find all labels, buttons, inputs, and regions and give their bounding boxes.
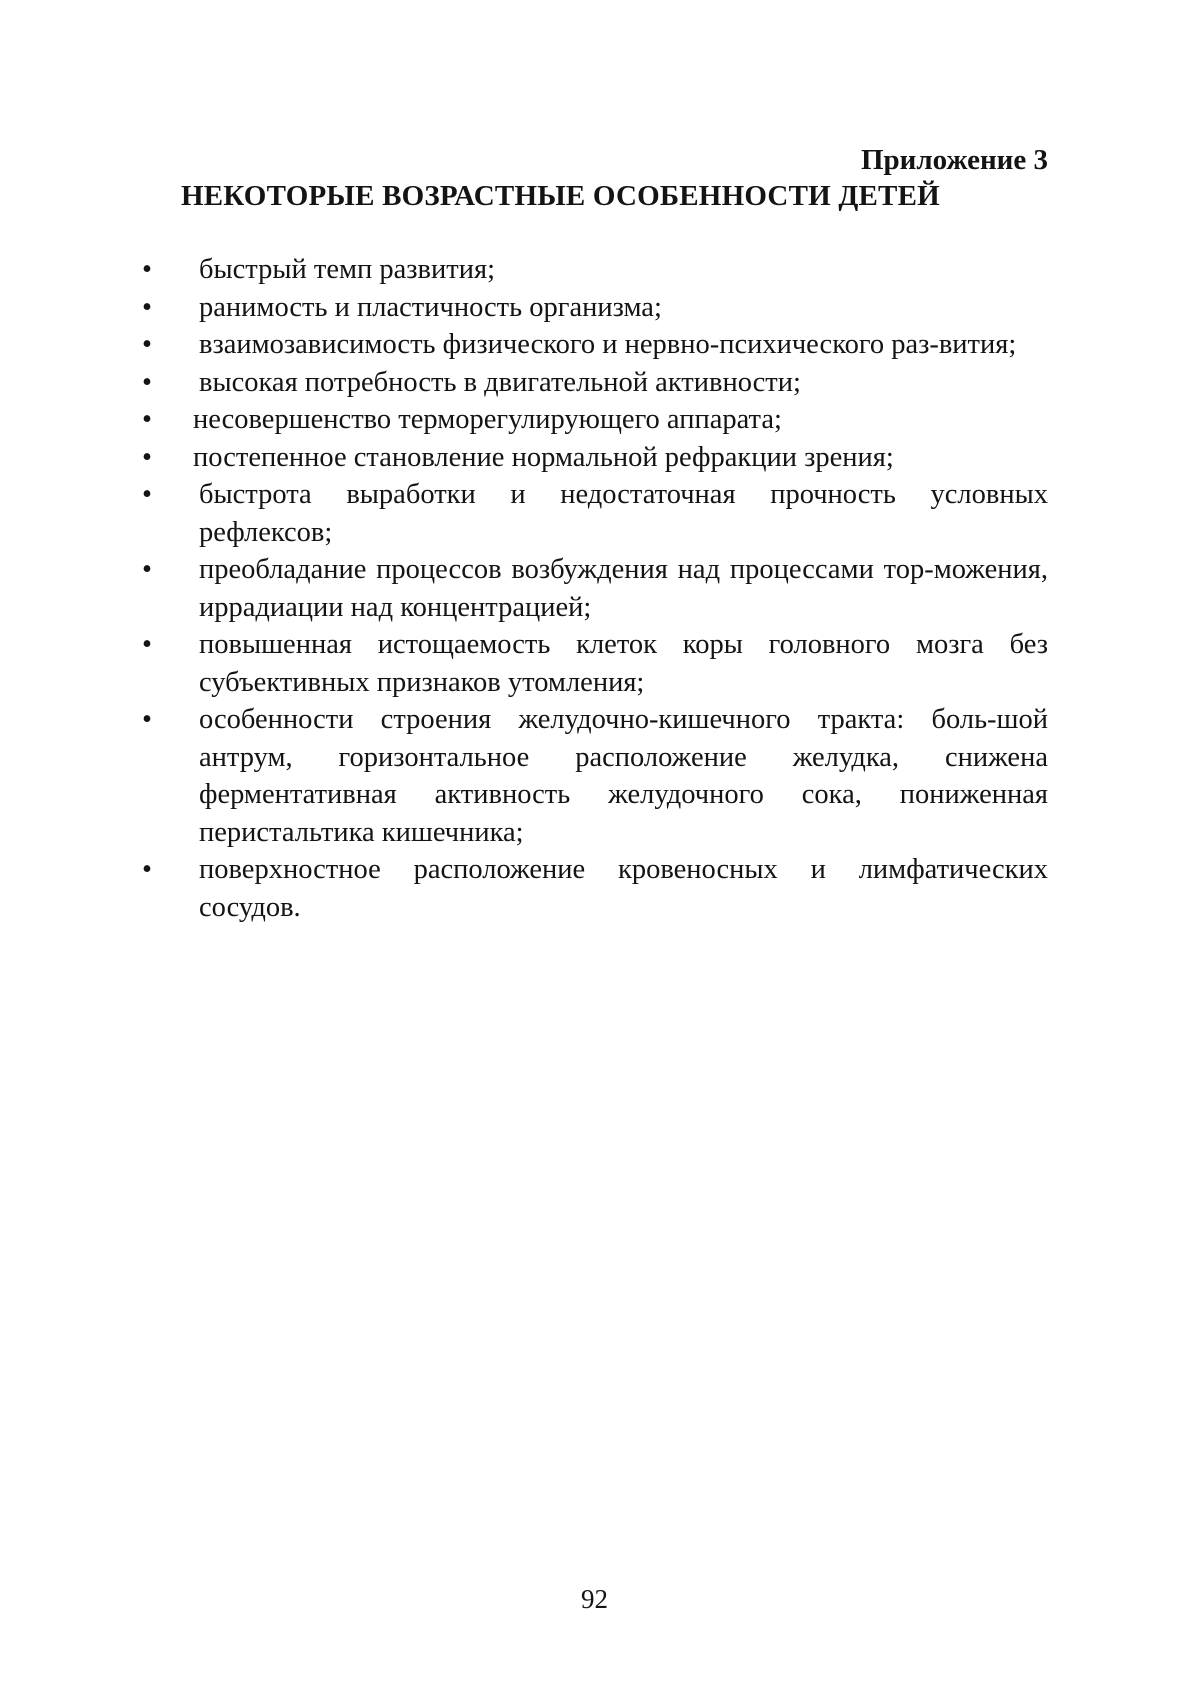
bullet-icon: • [142,704,152,735]
list-item [142,439,1048,477]
list-item-text: взаимозависимость физического и нервно-психического раз-вития; [199,329,1017,360]
bullet-icon: • [142,479,152,510]
list-item [142,364,1048,402]
bullet-icon: • [142,404,152,435]
list-item-text: быстрый темп развития; [199,254,495,285]
bullet-icon: • [142,854,152,885]
list-item [142,701,1048,851]
list-item-text: преобладание процессов возбуждения над процессами тор-можения, иррадиации над концентрацией; [199,554,1048,623]
list-item [142,551,1048,626]
bullet-icon: • [142,554,152,585]
bullet-icon: • [142,629,152,660]
list-item-text: повышенная истощаемость клеток коры головного мозга без субъективных признаков утомления; [199,629,1048,698]
age-features-list [142,251,1048,926]
bullet-icon: • [142,441,152,473]
list-item [142,326,1048,364]
list-item-text: постепенное становление нормальной рефракции зрения; [193,441,894,473]
bullet-icon: • [142,254,152,285]
bullet-icon: • [142,366,152,398]
bullet-icon: • [142,291,152,323]
list-item-text: быстрота выработки и недостаточная прочность условных рефлексов; [199,479,1048,548]
page-title: НЕКОТОРЫЕ ВОЗРАСТНЫЕ ОСОБЕННОСТИ ДЕТЕЙ [181,180,940,212]
list-item [142,626,1048,701]
list-item-text: особенности строения желудочно-кишечного тракта: боль-шой антрум, горизонтальное расположение желудка, снижена ферментативная активность желудочного сока, пониженная перистальтика кишечника; [199,704,1048,848]
bullet-icon: • [142,329,152,360]
list-item-text: высокая потребность в двигательной активности; [199,366,801,398]
list-item-text: поверхностное расположение кровеносных и лимфатических сосудов. [199,854,1048,923]
list-item [142,476,1048,551]
list-item [142,289,1048,327]
list-item [142,401,1048,439]
list-item [142,851,1048,926]
list-item [142,251,1048,289]
appendix-label: Приложение 3 [861,144,1048,176]
list-item-text: несовершенство терморегулирующего аппарата; [193,404,782,435]
list-item-text: ранимость и пластичность организма; [199,291,662,323]
page-number: 92 [581,1584,608,1614]
